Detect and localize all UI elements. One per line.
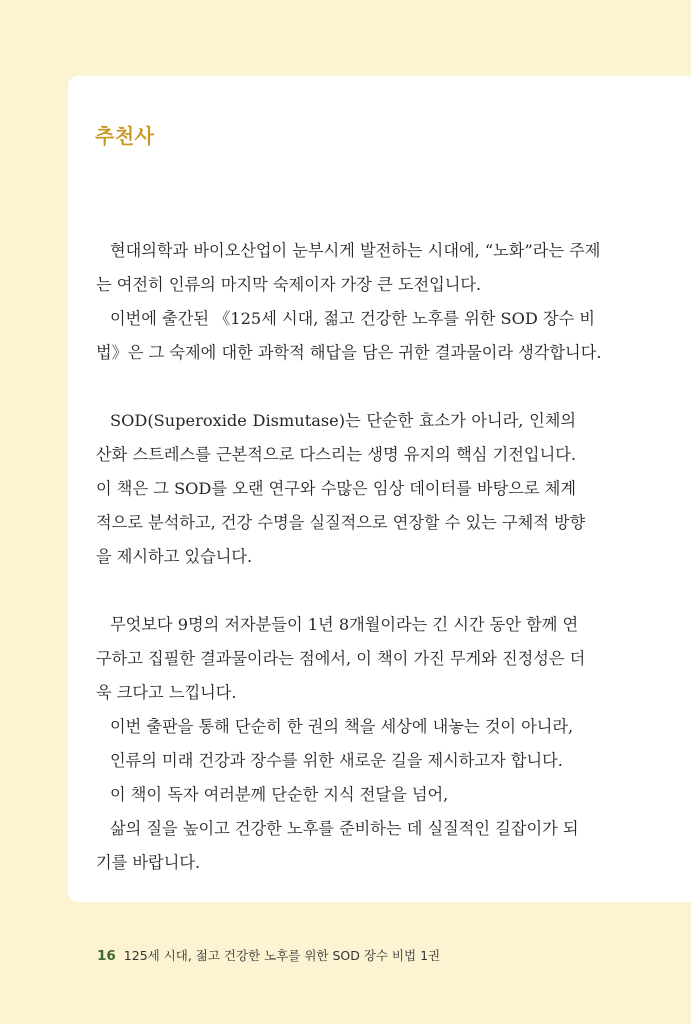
text-line: 기를 바랍니다. bbox=[96, 853, 201, 872]
text-line: 이번 출판을 통해 단순히 한 권의 책을 세상에 내놓는 것이 아니라, bbox=[110, 717, 574, 736]
page-card bbox=[68, 76, 691, 902]
text-line: 욱 크다고 느낍니다. bbox=[96, 683, 237, 702]
text-line: 무엇보다 9명의 저자분들이 1년 8개월이라는 긴 시간 동안 함께 연 bbox=[110, 615, 579, 634]
text-line: 이번에 출간된 《125세 시대, 젊고 건강한 노후를 위한 SOD 장수 비 bbox=[110, 309, 596, 328]
text-line: 법》은 그 숙제에 대한 과학적 해답을 담은 귀한 결과물이라 생각합니다. bbox=[96, 343, 602, 362]
page-footer bbox=[97, 945, 440, 967]
text-line: 을 제시하고 있습니다. bbox=[96, 547, 253, 566]
body-text bbox=[96, 234, 602, 880]
text-line: 인류의 미래 건강과 장수를 위한 새로운 길을 제시하고자 합니다. bbox=[110, 751, 563, 770]
section-heading: 추천사 bbox=[95, 124, 155, 148]
page-number: 16 bbox=[97, 948, 116, 964]
text-line: 이 책이 독자 여러분께 단순한 지식 전달을 넘어, bbox=[110, 785, 449, 804]
text-line: 구하고 집필한 결과물이라는 점에서, 이 책이 가진 무게와 진정성은 더 bbox=[96, 649, 586, 668]
text-line: SOD(Superoxide Dismutase)는 단순한 효소가 아니라, 인체의 bbox=[110, 411, 576, 430]
paragraph-gap bbox=[96, 370, 576, 404]
paragraph-gap bbox=[96, 574, 576, 608]
text-line: 현대의학과 바이오산업이 눈부시게 발전하는 시대에, “노화”라는 주제 bbox=[110, 241, 601, 260]
text-line: 적으로 분석하고, 건강 수명을 실질적으로 연장할 수 있는 구체적 방향 bbox=[96, 513, 586, 532]
text-line: 산화 스트레스를 근본적으로 다스리는 생명 유지의 핵심 기전입니다. bbox=[96, 445, 576, 464]
text-line: 는 여전히 인류의 마지막 숙제이자 가장 큰 도전입니다. bbox=[96, 275, 482, 294]
running-title: 125세 시대, 젊고 건강한 노후를 위한 SOD 장수 비법 1권 bbox=[123, 948, 441, 963]
text-line: 이 책은 그 SOD를 오랜 연구와 수많은 임상 데이터를 바탕으로 체계 bbox=[96, 479, 576, 498]
text-line: 삶의 질을 높이고 건강한 노후를 준비하는 데 실질적인 길잡이가 되 bbox=[110, 819, 579, 838]
